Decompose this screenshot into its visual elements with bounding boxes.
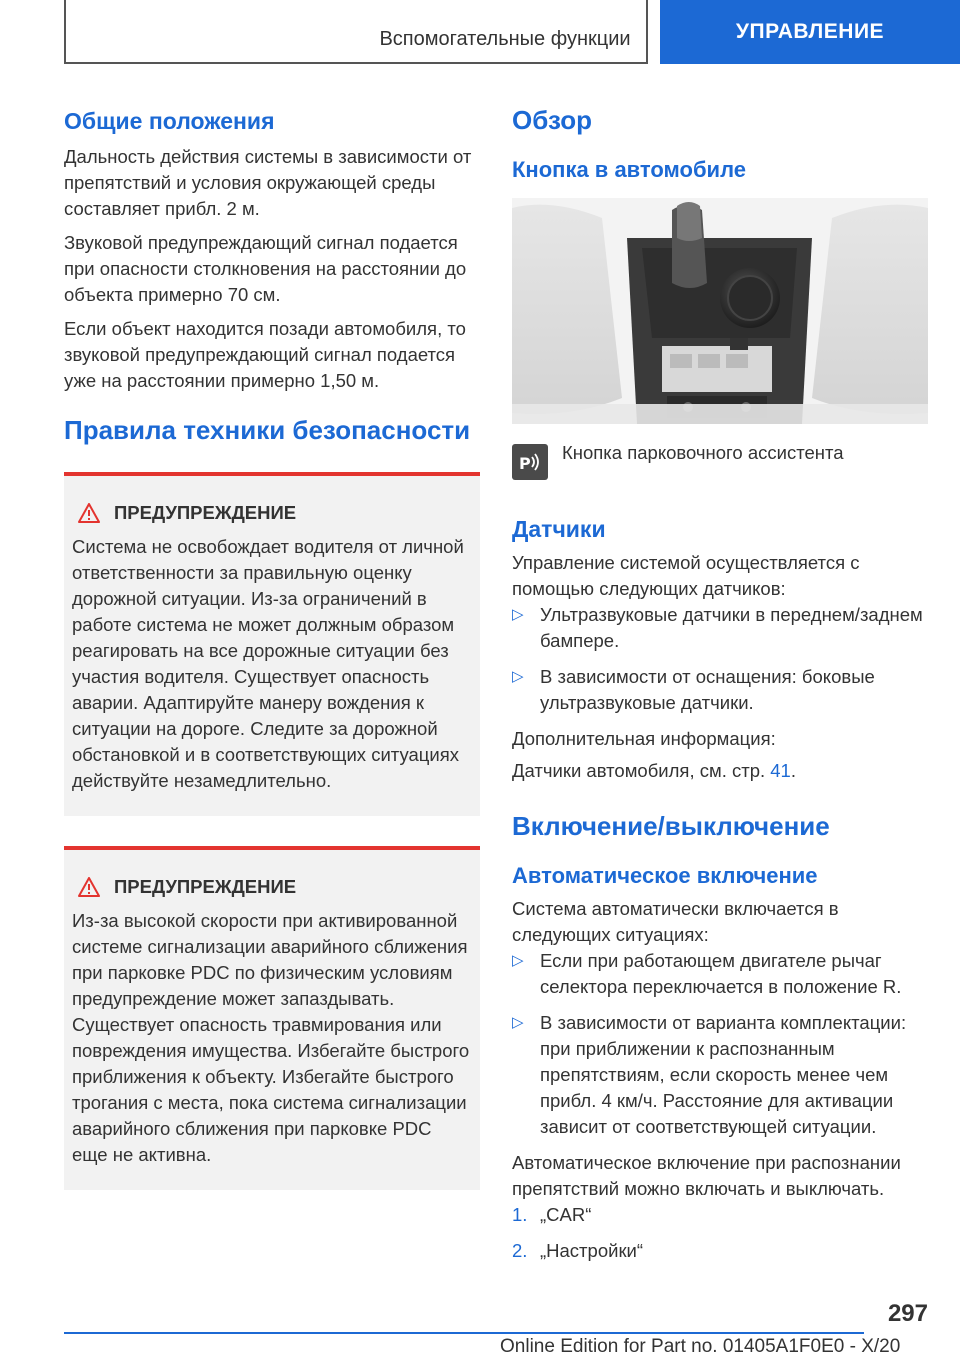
auto-switch-list — [512, 948, 928, 1140]
more-info-label: Дополнительная информация: — [512, 728, 776, 749]
sensors-reference: Датчики автомобиля, см. стр. 41. — [512, 760, 796, 781]
warning-triangle-icon — [78, 877, 100, 897]
step-item: 2. „Настройки“ — [512, 1238, 928, 1264]
sensors-heading: Датчики — [512, 516, 606, 542]
triangle-bullet-icon: ▷ — [512, 1014, 524, 1031]
warning-text-2: Из-за высокой скорости при активированной системе сигнализации аварийного сближения при парковке PDC по физическим условиям предупреждение может запаздывать. Существует опасность травмирования или повреждения имущества. Избегайте быстрого приближения к объекту. Избегайте быстрого трогания с места, пока система сигнализации аварийного сближения при парковке PDC еще не активна. — [72, 910, 470, 1165]
button-caption — [512, 440, 928, 480]
list-item: ▷ Ультразвуковые датчики в переднем/заднем бампере. — [512, 604, 923, 651]
steps-list — [512, 1202, 928, 1264]
list-item: ▷ В зависимости от варианта комплектации: при приближении к распознанным препятствиям, если скорость менее чем прибл. 4 км/ч. Расстояние для активации зависит от соответствующей ситуации. — [512, 1012, 907, 1137]
list-item: ▷ Если при работающем двигателе рычаг селектора переключается в положение R. — [512, 950, 902, 997]
footer-edition: Online Edition for Part no. 01405A1F0E0 - X/20 — [500, 1336, 901, 1357]
switching-heading: Включение/выключение — [512, 811, 830, 841]
button-in-car-heading: Кнопка в автомобиле — [512, 157, 746, 182]
header-section-title: Вспомогательные функции — [379, 28, 631, 50]
list-item: ▷ В зависимости от оснащения: боковые ультразвуковые датчики. — [512, 666, 875, 713]
auto-switch-note: Автоматическое включение при распознании препятствий можно включать и выключать. — [512, 1152, 901, 1199]
footer-divider — [64, 1332, 864, 1334]
general-paragraph-3: Если объект находится позади автомобиля, то звуковой предупреждающий сигнал подается уже на расстоянии примерно 1,50 м. — [64, 318, 466, 391]
overview-heading: Обзор — [512, 105, 592, 135]
safety-heading: Правила техники безопасности — [64, 415, 471, 445]
center-console-illustration — [512, 198, 928, 424]
triangle-bullet-icon: ▷ — [512, 606, 524, 623]
center-console-photo — [512, 198, 928, 424]
left-column — [64, 96, 480, 1190]
parking-sensor-icon — [517, 449, 543, 475]
auto-switch-intro: Система автоматически включается в следующих ситуациях: — [512, 898, 839, 945]
svg-text:P: P — [519, 454, 531, 473]
header-chapter-tab[interactable]: УПРАВЛЕНИЕ — [660, 0, 960, 64]
page-number: 297 — [887, 1300, 928, 1327]
triangle-bullet-icon: ▷ — [512, 668, 524, 685]
sensors-intro: Управление системой осуществляется с помощью следующих датчиков: — [512, 552, 860, 599]
general-paragraph-1: Дальность действия системы в зависимости от препятствий и условия окружающей среды составляет прибл. 2 м. — [64, 146, 472, 219]
step-number: 1. — [512, 1204, 528, 1225]
warning-title-2 — [78, 876, 470, 898]
warning-triangle-icon — [78, 503, 100, 523]
triangle-bullet-icon: ▷ — [512, 952, 524, 969]
sensors-list — [512, 602, 928, 716]
warning-box-2 — [64, 846, 480, 1190]
step-number: 2. — [512, 1240, 528, 1261]
right-column — [512, 96, 928, 1264]
warning-box-1 — [64, 472, 480, 816]
warning-text-1: Система не освобождает водителя от личной ответственности за правильную оценку дорожной ситуации. Из-за ограничений в работе система не может должным образом реагировать на все дорожные ситуации без участия водителя. Существует опасность аварии. Адаптируйте манеру вождения к ситуации на дороге. Следите за дорожной обстановкой и в соответствующих ситуациях действуйте незамедлительно. — [72, 536, 464, 791]
parking-assistant-button-icon[interactable] — [512, 444, 548, 480]
general-paragraph-2: Звуковой предупреждающий сигнал подается при опасности столкновения на расстоянии до объекта примерно 70 см. — [64, 232, 467, 305]
auto-switch-heading: Автоматическое включение — [512, 863, 818, 888]
general-heading: Общие положения — [64, 108, 275, 134]
step-item: 1. „CAR“ — [512, 1202, 928, 1228]
warning-title-1 — [78, 502, 470, 524]
page-reference-link[interactable]: 41 — [770, 760, 791, 781]
button-caption-text: Кнопка парковочного ассистента — [562, 442, 844, 463]
warning-label-1: ПРЕДУПРЕЖДЕНИЕ — [114, 502, 297, 523]
warning-label-2: ПРЕДУПРЕЖДЕНИЕ — [114, 876, 297, 897]
